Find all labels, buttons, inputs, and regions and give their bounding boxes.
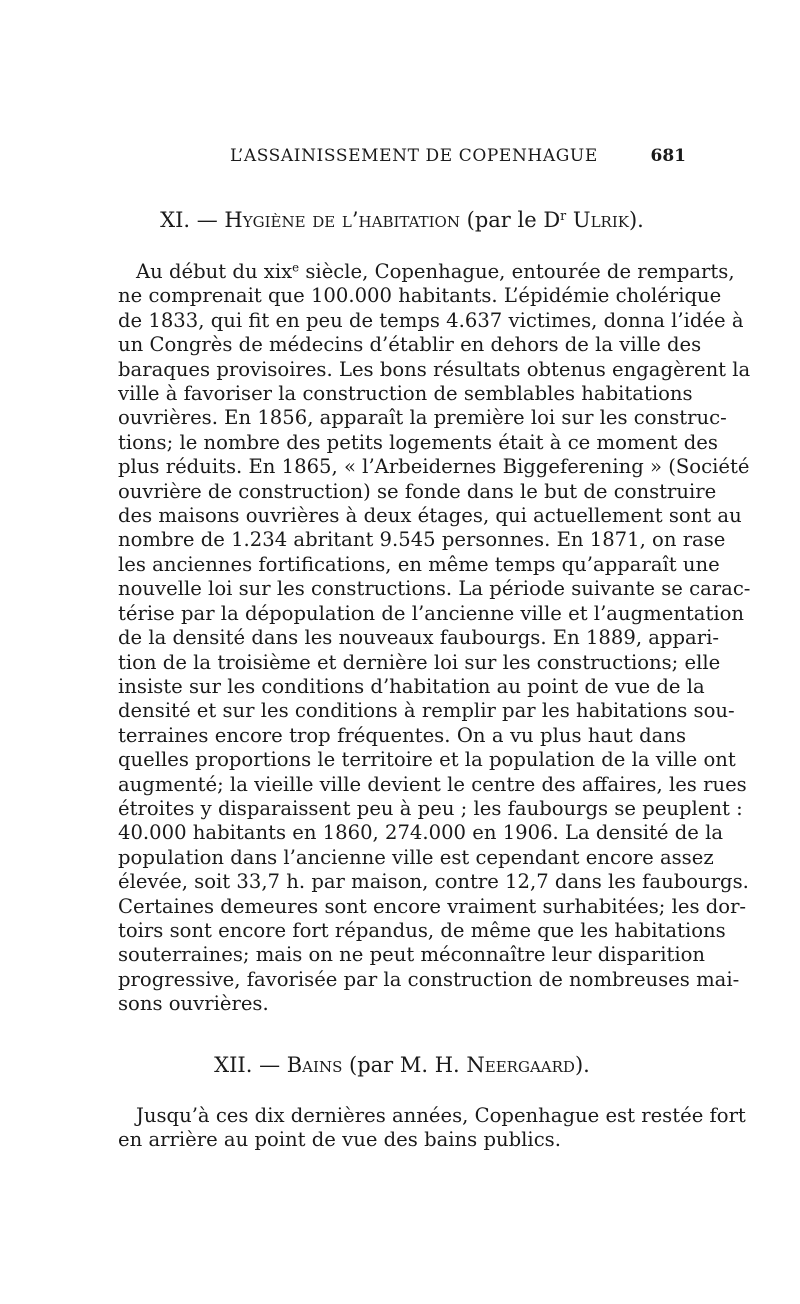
paragraph-line: térise par la dépopulation de l’ancienne ville et l’augmentation bbox=[118, 601, 745, 625]
paragraph-line: augmenté; la vieille ville devient le centre des affaires, les rues bbox=[118, 772, 747, 796]
paragraph-line: élevée, soit 33,7 h. par maison, contre 12,7 dans les faubourgs. bbox=[118, 870, 749, 894]
paragraph-line: ville à favoriser la construction de semblables habitations bbox=[118, 382, 693, 406]
paragraph-line: toirs sont encore fort répandus, de même que les habitations bbox=[118, 918, 726, 942]
heading-author: Ulrik bbox=[572, 208, 629, 232]
paragraph-line: étroites y disparaissent peu à peu ; les faubourgs se peuplent : bbox=[118, 796, 743, 820]
heading-title: Hygiène de l’habitation bbox=[224, 208, 460, 232]
paragraph-line: tions; le nombre des petits logements était à ce moment des bbox=[118, 430, 718, 454]
paragraph-line: insiste sur les conditions d’habitation au point de vue de la bbox=[118, 674, 705, 698]
paragraph-line: Certaines demeures sont encore vraiment surhabitées; les dor- bbox=[118, 894, 747, 918]
paragraph-line: baraques provisoires. Les bons résultats obtenus engagèrent la bbox=[118, 357, 751, 381]
paragraph-line: ne comprenait que 100.000 habitants. L’épidémie cholérique bbox=[118, 284, 722, 308]
paragraph-line: nouvelle loi sur les constructions. La période suivante se carac- bbox=[118, 577, 751, 601]
paragraph-line: souterraines; mais on ne peut méconnaître leur disparition bbox=[118, 943, 706, 967]
paragraph-line: nombre de 1.234 abritant 9.545 personnes. En 1871, on rase bbox=[118, 528, 726, 552]
paragraph-line: population dans l’ancienne ville est cependant encore assez bbox=[118, 845, 714, 869]
paragraph-hygiene bbox=[118, 260, 751, 1017]
heading-prefix: XII. — bbox=[214, 1053, 287, 1077]
heading-author: Neergaard bbox=[466, 1053, 575, 1077]
heading-suffix: ). bbox=[628, 208, 644, 232]
paragraph-line: Jusqu’à ces dix dernières années, Copenhague est restée fort bbox=[136, 1104, 746, 1127]
running-head bbox=[118, 146, 686, 168]
paragraph-line: de 1833, qui fit en peu de temps 4.637 victimes, donna l’idée à bbox=[118, 308, 744, 332]
paragraph-line: sons ouvrières. bbox=[118, 992, 269, 1016]
heading-by: (par M. H. bbox=[342, 1053, 467, 1077]
paragraph-bains bbox=[118, 1104, 746, 1153]
paragraph-line: quelles proportions le territoire et la population de la ville ont bbox=[118, 748, 736, 772]
century-superscript: e bbox=[292, 260, 300, 275]
paragraph-line bbox=[118, 260, 735, 284]
paragraph-line: plus réduits. En 1865, « l’Arbeidernes Biggeferening » (Société bbox=[118, 455, 750, 479]
heading-title: Bains bbox=[286, 1053, 343, 1077]
paragraph-line: ouvrière de construction) se fonde dans le but de construire bbox=[118, 479, 717, 503]
section-heading-bains bbox=[118, 1053, 686, 1077]
paragraph-line: un Congrès de médecins d’établir en dehors de la ville des bbox=[118, 333, 702, 357]
paragraph-line: terraines encore trop fréquentes. On a vu plus haut dans bbox=[118, 723, 686, 747]
paragraph-line: progressive, favorisée par la construction de nombreuses mai- bbox=[118, 967, 740, 991]
paragraph-line: en arrière au point de vue des bains publics. bbox=[118, 1128, 561, 1152]
paragraph-line: de la densité dans les nouveaux faubourgs. En 1889, appari- bbox=[118, 626, 719, 650]
paragraph-line: tion de la troisième et dernière loi sur les constructions; elle bbox=[118, 650, 721, 674]
line-rest: siècle, Copenhague, entourée de remparts, bbox=[299, 260, 735, 283]
running-title: L’ASSAINISSEMENT DE COPENHAGUE bbox=[230, 146, 598, 166]
heading-dr-superscript: r bbox=[560, 208, 567, 224]
paragraph-line: ouvrières. En 1856, apparaît la première loi sur les construc- bbox=[118, 406, 727, 430]
paragraph-line: densité et sur les conditions à remplir par les habitations sou- bbox=[118, 699, 735, 723]
heading-prefix: XI. — bbox=[160, 208, 225, 232]
heading-suffix: ). bbox=[574, 1053, 590, 1077]
heading-by: (par le D bbox=[459, 208, 561, 232]
paragraph-line: des maisons ouvrières à deux étages, qui actuellement sont au bbox=[118, 504, 742, 528]
section-heading-hygiene bbox=[118, 208, 686, 232]
line-start: Au début du xix bbox=[136, 260, 293, 283]
paragraph-line: 40.000 habitants en 1860, 274.000 en 1906. La densité de la bbox=[118, 821, 724, 845]
page-number: 681 bbox=[650, 146, 686, 166]
paragraph-line: les anciennes fortifications, en même temps qu’apparaît une bbox=[118, 552, 720, 576]
